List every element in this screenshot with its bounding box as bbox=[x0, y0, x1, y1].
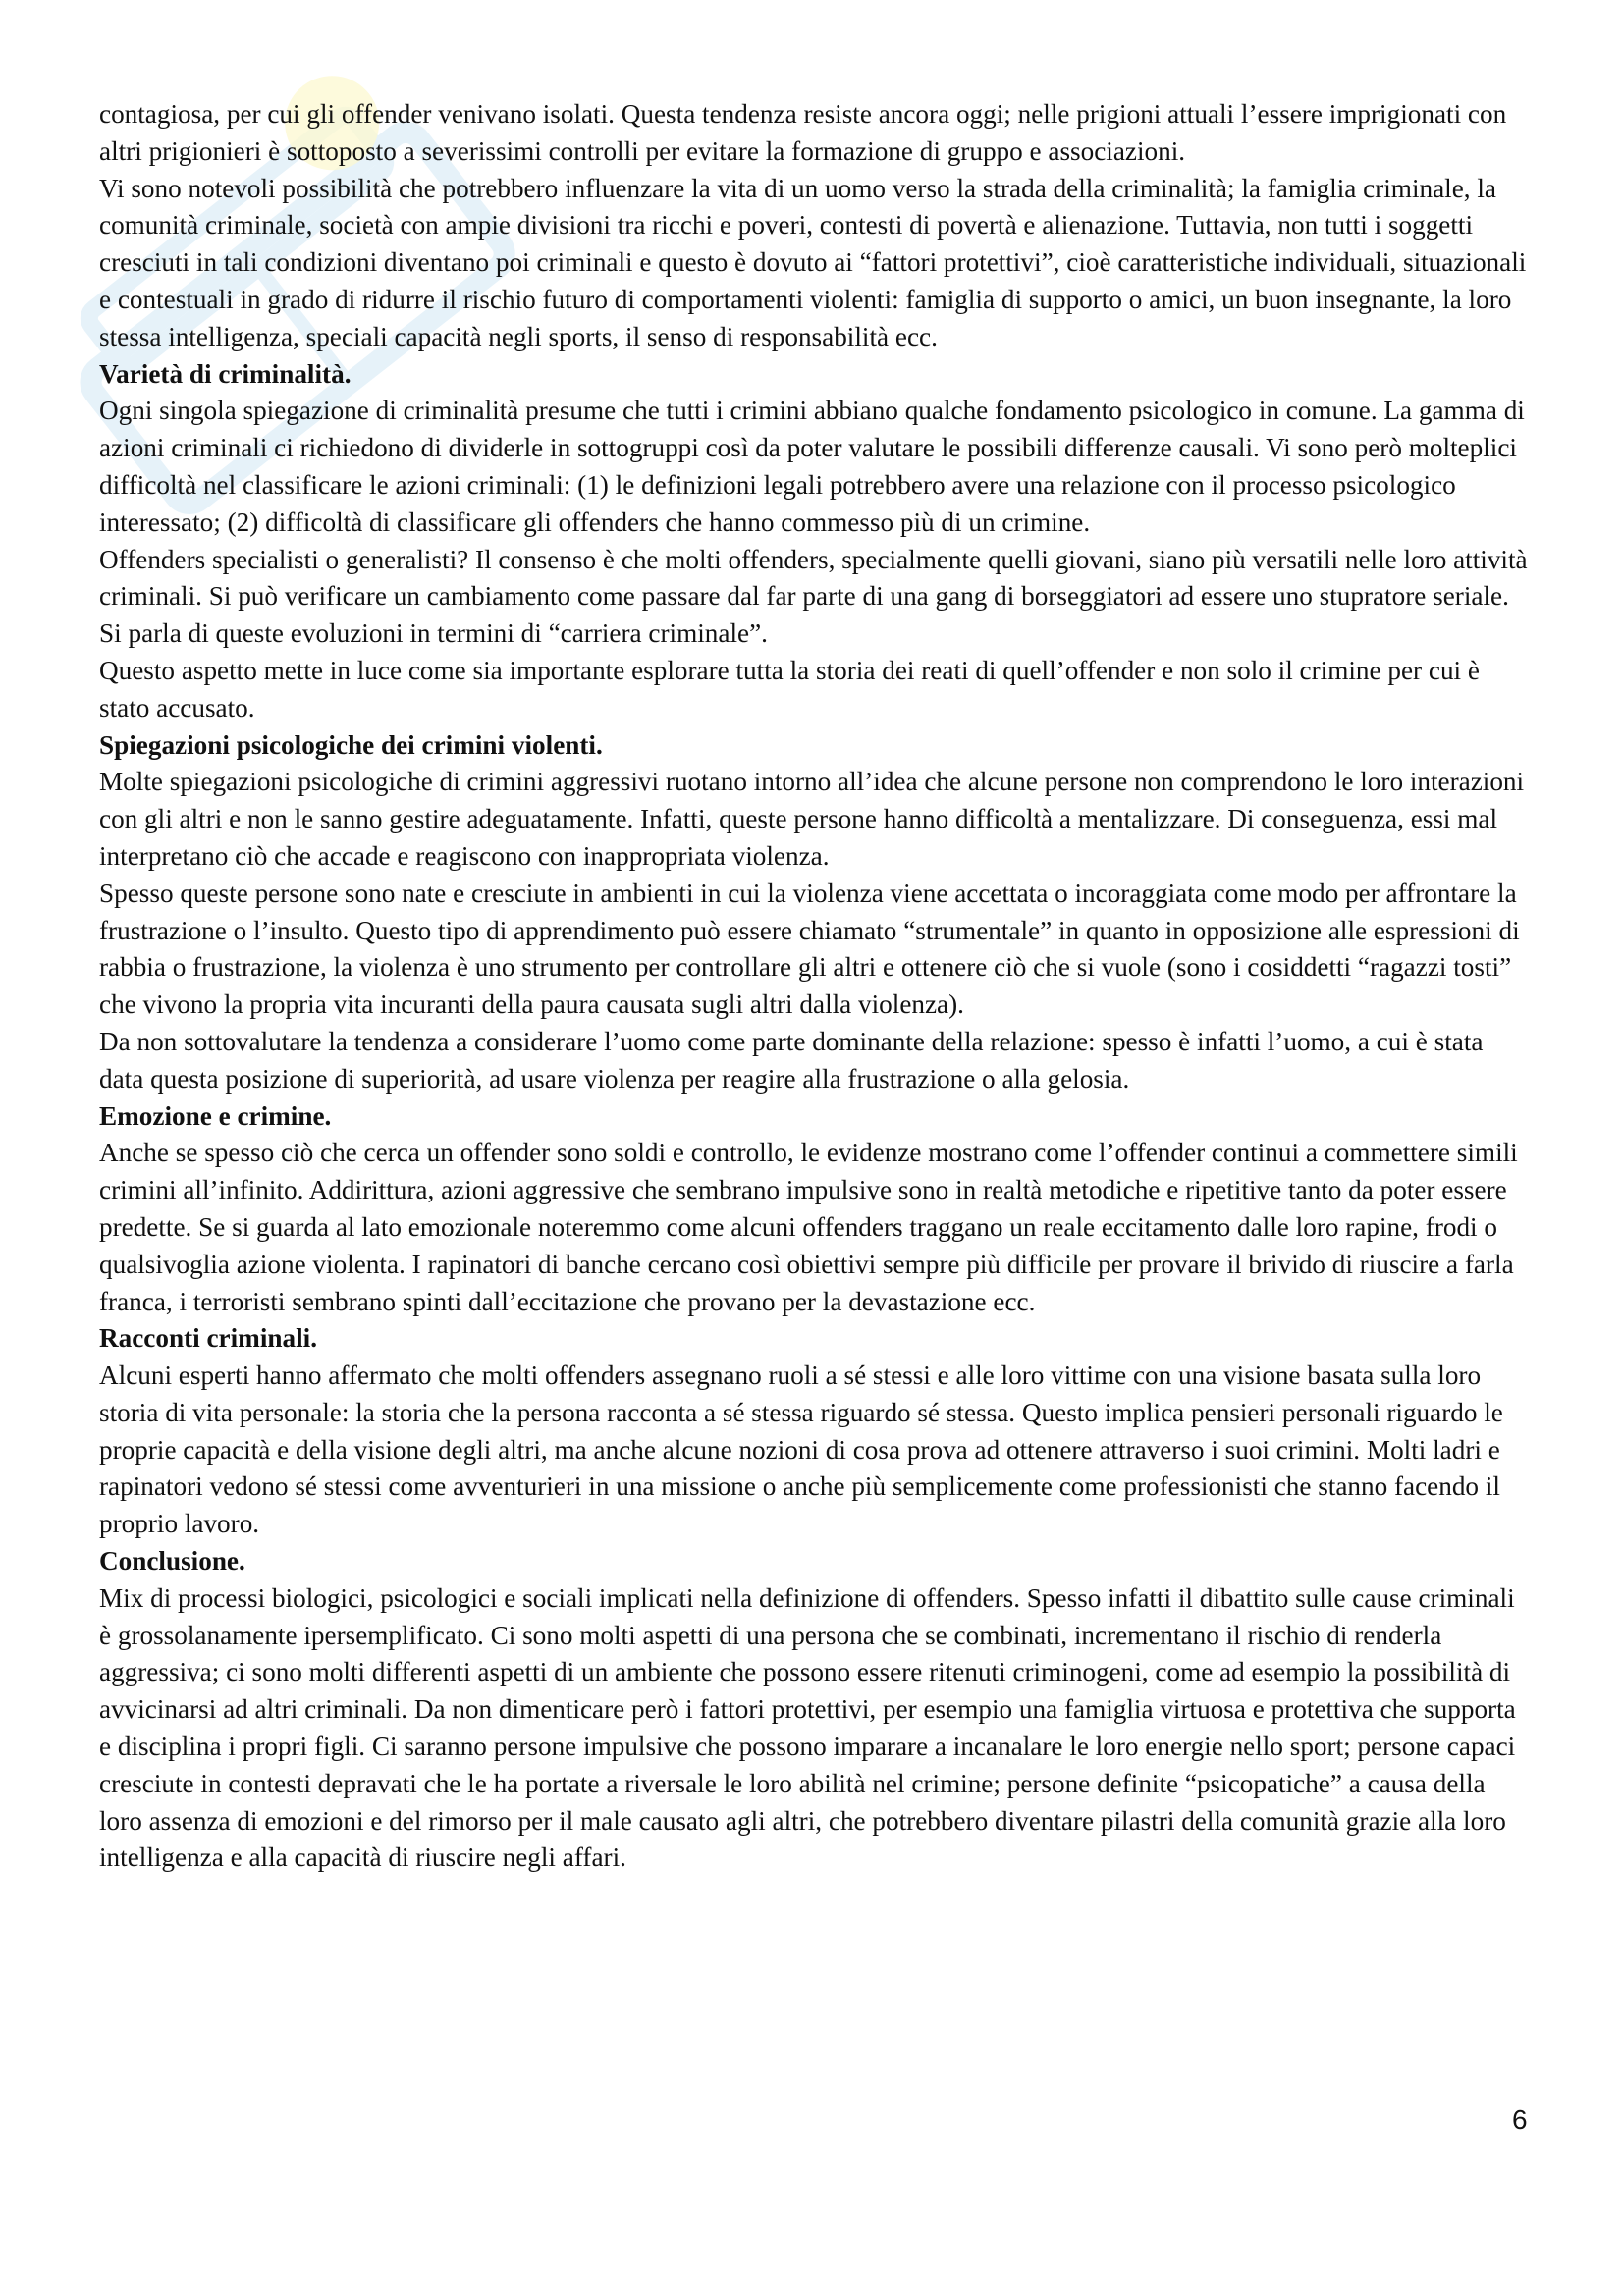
body-paragraph: Vi sono notevoli possibilità che potrebbero influenzare la vita di un uomo verso la strada della criminalità; la famiglia criminale, la comunità criminale, società con ampie divisioni tra ricchi e poveri, contesti di povertà e alienazione. Tuttavia, non tutti i soggetti cresciuti in tali condizioni diventano poi criminali e questo è dovuto ai “fattori protettivi”, cioè caratteristiche individuali, situazionali e contestuali in grado di ridurre il rischio futuro di comportamenti violenti: famiglia di supporto o amici, un buon insegnante, la loro stessa intelligenza, speciali capacità negli sports, il senso di responsabilità ecc. bbox=[99, 173, 1527, 351]
document-body bbox=[99, 96, 1533, 1877]
body-paragraph: Offenders specialisti o generalisti? Il consenso è che molti offenders, specialmente quelli giovani, siano più versatili nelle loro attività criminali. Si può verificare un cambiamento come passare dal far parte di una gang di borseggiatori ad essere uno stupratore seriale. Si parla di queste evoluzioni in termini di “carriera criminale”. bbox=[99, 544, 1528, 649]
section-heading: Racconti criminali. bbox=[99, 1323, 317, 1354]
body-paragraph: Spesso queste persone sono nate e cresciute in ambienti in cui la violenza viene accettata o incoraggiata come modo per affrontare la frustrazione o l’insulto. Questo tipo di apprendimento può essere chiamato “strumentale” in quanto in opposizione alle espressioni di rabbia o frustrazione, la violenza è uno strumento per controllare gli altri e ottenere ciò che si vuole (sono i cosiddetti “ragazzi tosti” che vivono la propria vita incuranti della paura causata sugli altri dalla violenza). bbox=[99, 878, 1520, 1020]
body-paragraph: contagiosa, per cui gli offender venivano isolati. Questa tendenza resiste ancora oggi; nelle prigioni attuali l’essere imprigionati con altri prigionieri è sottoposto a severissimi controlli per evitare la formazione di gruppo e associazioni. bbox=[99, 99, 1507, 166]
body-paragraph: Anche se spesso ciò che cerca un offender sono soldi e controllo, le evidenze mostrano come l’offender continui a commettere simili crimini all’infinito. Addirittura, azioni aggressive che sembrano impulsive sono in realtà metodiche e ripetitive tanto da poter essere predette. Se si guarda al lato emozionale noteremmo come alcuni offenders traggano un reale eccitamento dalle loro rapine, frodi o qualsivoglia azione violenta. I rapinatori di banche cercano così obiettivi sempre più difficile per provare il brivido di riuscire a farla franca, i terroristi sembrano spinti dall’eccitazione che provano per la devastazione ecc. bbox=[99, 1138, 1518, 1316]
section-heading: Conclusione. bbox=[99, 1546, 245, 1576]
page-number: 6 bbox=[1512, 2105, 1528, 2135]
section-heading: Varietà di criminalità. bbox=[99, 358, 352, 389]
body-paragraph: Mix di processi biologici, psicologici e sociali implicati nella definizione di offenders. Spesso infatti il dibattito sulle cause criminali è grossolanamente ipersemplificato. Ci sono molti aspetti di una persona che se combinati, incrementano il rischio di renderla aggressiva; ci sono molti differenti aspetti di un ambiente che possono essere ritenuti criminogeni, come ad esempio la possibilità di avvicinarsi ad altri criminali. Da non dimenticare però i fattori protettivi, per esempio una famiglia virtuosa e protettiva che supporta e disciplina i propri figli. Ci saranno persone impulsive che possono imparare a incanalare le loro energie nello sport; persone capaci cresciute in contesti depravati che le ha portate a riversale le loro abilità nel crimine; persone definite “psicopatiche” a causa della loro assenza di emozioni e del rimorso per il male causato agli altri, che potrebbero diventare pilastri della comunità grazie alla loro intelligenza e alla capacità di riuscire negli affari. bbox=[99, 1582, 1516, 1873]
body-paragraph: Ogni singola spiegazione di criminalità presume che tutti i crimini abbiano qualche fondamento psicologico in comune. La gamma di azioni criminali ci richiedono di dividerle in sottogruppi così da poter valutare le possibili differenze causali. Vi sono però molteplici difficoltà nel classificare le azioni criminali: (1) le definizioni legali potrebbero avere una relazione con il processo psicologico interessato; (2) difficoltà di classificare gli offenders che hanno commesso più di un crimine. bbox=[99, 396, 1525, 537]
section-heading: Spiegazioni psicologiche dei crimini violenti. bbox=[99, 729, 603, 760]
body-paragraph: Questo aspetto mette in luce come sia importante esplorare tutta la storia dei reati di quell’offender e non solo il crimine per cui è stato accusato. bbox=[99, 655, 1480, 722]
body-paragraph: Da non sottovalutare la tendenza a considerare l’uomo come parte dominante della relazione: spesso è infatti l’uomo, a cui è stata data questa posizione di superiorità, ad usare violenza per reagire alla frustrazione o alla gelosia. bbox=[99, 1026, 1484, 1094]
body-paragraph: Molte spiegazioni psicologiche di crimini aggressivi ruotano intorno all’idea che alcune persone non comprendono le loro interazioni con gli altri e non le sanno gestire adeguatamente. Infatti, queste persone hanno difficoltà a mentalizzare. Di conseguenza, essi mal interpretano ciò che accade e reagiscono con inappropriata violenza. bbox=[99, 767, 1525, 871]
body-paragraph: Alcuni esperti hanno affermato che molti offenders assegnano ruoli a sé stessi e alle loro vittime con una visione basata sulla loro storia di vita personale: la storia che la persona racconta a sé stessa riguardo sé stessa. Questo implica pensieri personali riguardo le proprie capacità e della visione degli altri, ma anche alcune nozioni di cosa prova ad ottenere attraverso i suoi crimini. Molti ladri e rapinatori vedono sé stessi come avventurieri in una missione o anche più semplicemente come professionisti che stanno facendo il proprio lavoro. bbox=[99, 1361, 1503, 1539]
section-heading: Emozione e crimine. bbox=[99, 1100, 332, 1131]
